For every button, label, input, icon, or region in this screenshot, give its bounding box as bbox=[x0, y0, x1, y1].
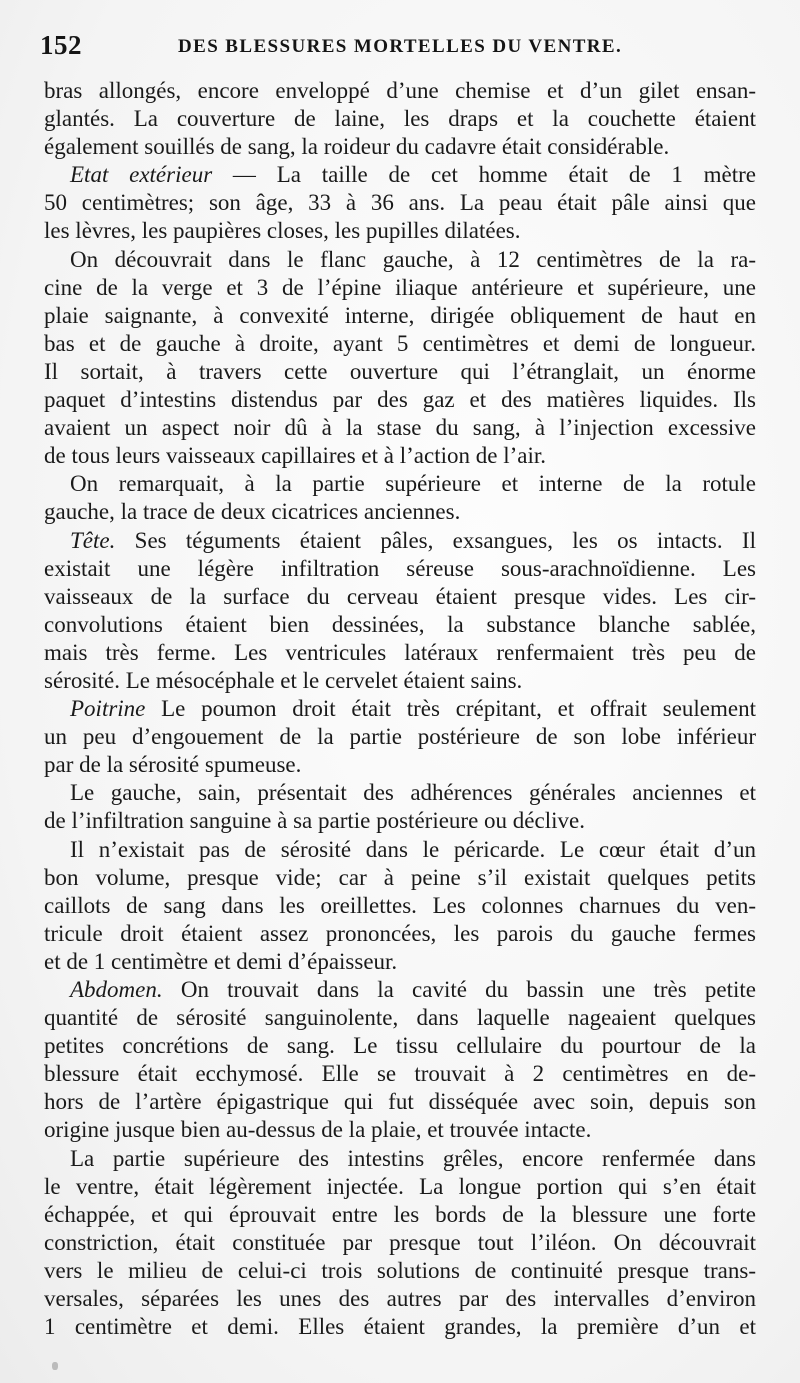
page-header bbox=[40, 30, 760, 66]
text-line: par de la sérosité spumeuse. bbox=[44, 752, 302, 778]
text-line: de tous leurs vaisseaux capillaires et à l’action de l’air. bbox=[44, 443, 546, 469]
text-line: hors de l’artère épigastrique qui fut disséquée avec soin, depuis son bbox=[44, 1089, 756, 1115]
text-line: sérosité. Le mésocéphale et le cervelet étaient sains. bbox=[44, 667, 523, 693]
text-line: Il sortait, à travers cette ouverture qui l’étranglait, un énorme bbox=[44, 358, 756, 384]
text-line: La partie supérieure des intestins grêles, encore renfermée dans bbox=[70, 1145, 756, 1171]
section-line-tete bbox=[44, 527, 756, 555]
text-line: mais très ferme. Les ventricules latéraux renfermaient très peu de bbox=[44, 639, 756, 665]
italic-lead-in-poitrine: Poitrine bbox=[70, 696, 146, 722]
text-line: quantité de sérosité sanguinolente, dans laquelle nageaient quelques bbox=[44, 1005, 756, 1031]
text-line: On remarquait, à la partie supérieure et interne de la rotule bbox=[70, 471, 756, 497]
text-line: échappée, et qui éprouvait entre les bords de la blessure une forte bbox=[44, 1201, 756, 1227]
italic-lead-in-abdomen: Abdomen. bbox=[70, 977, 163, 1002]
italic-lead-in-etat: Etat extérieur bbox=[70, 162, 213, 188]
text-line: 1 centimètre et demi. Elles étaient grandes, la première d’un et bbox=[44, 1314, 756, 1340]
section-line-abdomen bbox=[44, 976, 756, 1004]
text-line: bas et de gauche à droite, ayant 5 centimètres et demi de longueur. bbox=[44, 330, 756, 356]
text-line: existait une légère infiltration séreuse sous-arachnoïdienne. Les bbox=[44, 555, 756, 581]
page-number: 152 bbox=[40, 30, 82, 60]
text-line: constriction, était constituée par presque tout l’iléon. On découvrait bbox=[44, 1229, 756, 1255]
text-line: avaient un aspect noir dû à la stase du sang, à l’injection excessive bbox=[44, 415, 756, 441]
text-line: origine jusque bien au-dessus de la plaie, et trouvée intacte. bbox=[44, 1117, 592, 1143]
text-line: de l’infiltration sanguine à sa partie postérieure ou déclive. bbox=[44, 808, 585, 834]
text-line: un peu d’engouement de la partie postérieure de son lobe inférieur bbox=[44, 724, 756, 750]
section-line-etat bbox=[44, 161, 756, 189]
text-line: glantés. La couverture de laine, les draps et la couchette étaient bbox=[44, 106, 756, 132]
text-line: blessure était ecchymosé. Elle se trouvait à 2 centimètres en de- bbox=[44, 1061, 756, 1087]
lead-in-rest-tete: Ses téguments étaient pâles, exsangues, les os intacts. Il bbox=[115, 527, 756, 553]
text-line: caillots de sang dans les oreillettes. Les colonnes charnues du ven- bbox=[44, 892, 756, 918]
lead-in-rest-etat: — La taille de cet homme était de 1 mètre bbox=[212, 162, 756, 188]
ink-speck bbox=[52, 1362, 58, 1370]
text-line: vaisseaux de la surface du cerveau étaient presque vides. Les cir- bbox=[44, 583, 756, 609]
text-line: plaie saignante, à convexité interne, dirigée obliquement de haut en bbox=[44, 302, 756, 328]
text-line: le ventre, était légèrement injectée. La longue portion qui s’en était bbox=[44, 1173, 756, 1199]
lead-in-rest-poitrine: Le poumon droit était très crépitant, et offrait seulement bbox=[145, 696, 756, 722]
text-line: et de 1 centimètre et demi d’épaisseur. bbox=[44, 948, 398, 974]
text-line: vers le milieu de celui-ci trois solutions de continuité presque trans- bbox=[44, 1257, 756, 1283]
text-line: paquet d’intestins distendus par des gaz et des matières liquides. Ils bbox=[44, 387, 756, 413]
text-line: également souillés de sang, la roideur du cadavre était considérable. bbox=[44, 134, 670, 160]
text-line: On découvrait dans le flanc gauche, à 12 centimètres de la ra- bbox=[70, 246, 756, 272]
lead-in-rest-abdomen: On trouvait dans la cavité du bassin une très petite bbox=[162, 977, 756, 1002]
text-line: les lèvres, les paupières closes, les pupilles dilatées. bbox=[44, 218, 521, 244]
text-line: bon volume, presque vide; car à peine s’il existait quelques petits bbox=[44, 864, 756, 890]
text-line: Le gauche, sain, présentait des adhérences générales anciennes et bbox=[70, 780, 756, 806]
body-text bbox=[44, 77, 756, 1341]
text-line: tricule droit étaient assez prononcées, les parois du gauche fermes bbox=[44, 920, 756, 946]
running-title: DES BLESSURES MORTELLES DU VENTRE. bbox=[178, 36, 623, 57]
text-line: 50 centimètres; son âge, 33 à 36 ans. La peau était pâle ainsi que bbox=[44, 190, 756, 216]
text-line: cine de la verge et 3 de l’épine iliaque antérieure et supérieure, une bbox=[44, 274, 756, 300]
text-line: convolutions étaient bien dessinées, la substance blanche sablée, bbox=[44, 611, 756, 637]
text-line: versales, séparées les unes des autres par des intervalles d’environ bbox=[44, 1286, 756, 1312]
text-line: petites concrétions de sang. Le tissu cellulaire du pourtour de la bbox=[44, 1033, 756, 1059]
text-line: bras allongés, encore enveloppé d’une chemise et d’un gilet ensan- bbox=[44, 78, 756, 103]
italic-lead-in-tete: Tête. bbox=[70, 527, 116, 553]
text-line: Il n’existait pas de sérosité dans le péricarde. Le cœur était d’un bbox=[70, 836, 756, 862]
section-line-poitrine bbox=[44, 695, 756, 723]
text-line: gauche, la trace de deux cicatrices anciennes. bbox=[44, 499, 461, 525]
